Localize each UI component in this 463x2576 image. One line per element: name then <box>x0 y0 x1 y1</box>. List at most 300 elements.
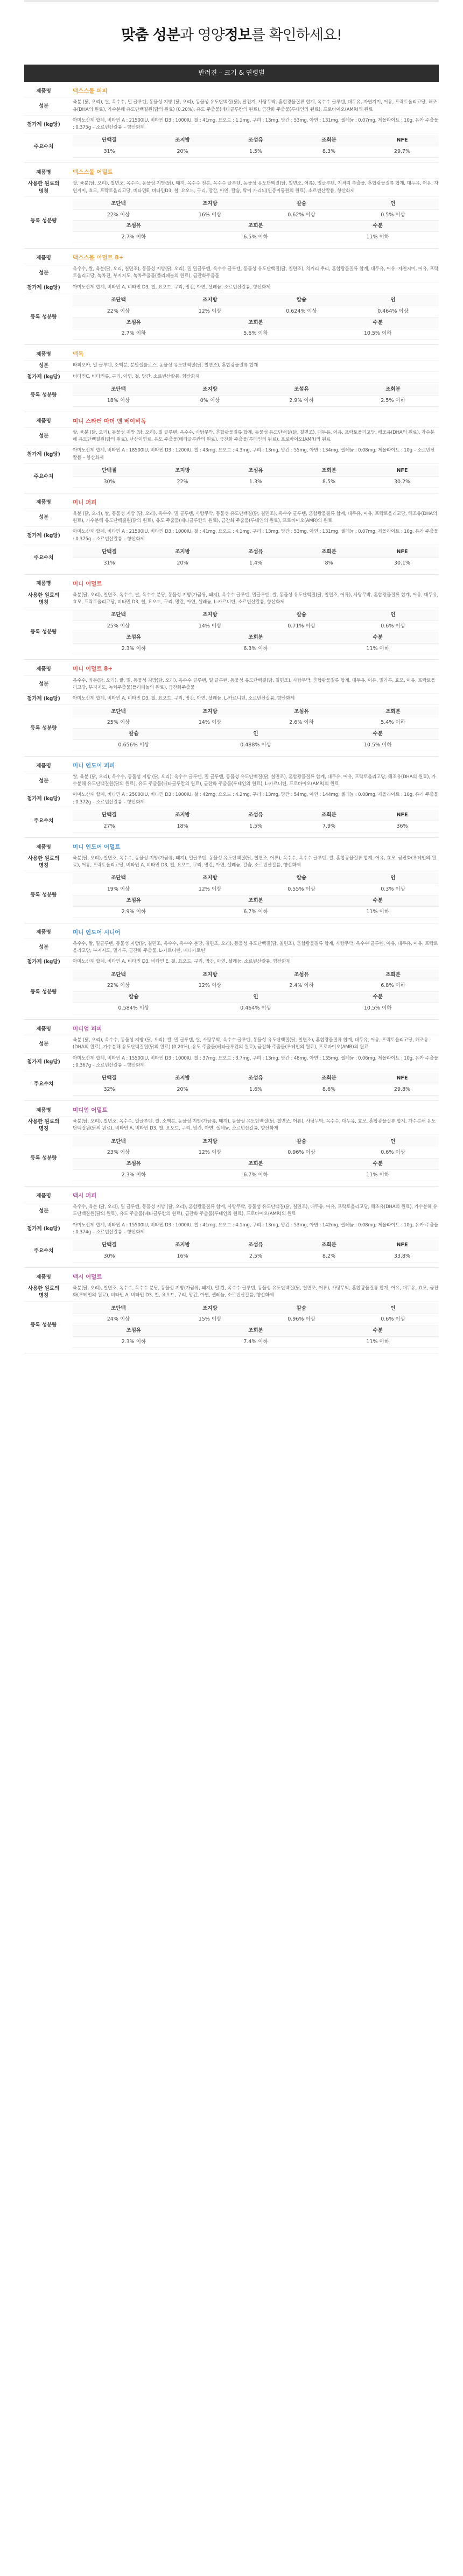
nutrition-value-cell: 2.4% 이하 <box>256 980 347 992</box>
nutrition-value-cell: 1.3% <box>219 476 292 488</box>
nutrition-value-cell: 20% <box>146 1084 219 1095</box>
nutrition-table <box>73 317 439 340</box>
row-content <box>63 704 439 753</box>
row-label: 사용한 원료의 명칭 <box>27 181 60 194</box>
nutrition-table <box>73 970 439 992</box>
nutrition-header-cell: 조섬유 <box>219 810 292 821</box>
nutrition-value-row <box>73 1003 439 1014</box>
nutrition-value-cell: 8% <box>292 557 366 569</box>
additive-row <box>24 957 439 968</box>
row-label: 등록 성분량 <box>30 392 57 399</box>
nutrition-header-cell: 조회분 <box>292 465 366 476</box>
nutrition-header-row <box>73 895 439 906</box>
nutrition-header-cell: 인 <box>195 992 317 1003</box>
product-name: 미디엄 어덜트 <box>73 1106 108 1113</box>
nutrition-value-cell: 6.5% 이하 <box>195 232 317 243</box>
row-content <box>63 590 439 608</box>
nutrition-header-cell: 조회분 <box>195 1325 317 1336</box>
nutrition-header-cell: 조섬유 <box>256 970 347 980</box>
nutrition-header-cell: 조지방 <box>164 707 256 717</box>
nutrition-value-cell: 14% 이상 <box>164 717 256 729</box>
product-name: 맥독 <box>73 351 84 358</box>
product-name: 미니 퍼피 <box>73 499 97 506</box>
nutrition-header-cell: 조지방 <box>146 547 219 557</box>
row-label: 성분 <box>38 681 49 688</box>
nutrition-header-cell: 조회분 <box>195 632 317 643</box>
nutrition-table <box>73 873 439 895</box>
nutrition-table <box>73 729 439 751</box>
nutrition-table <box>73 1159 439 1181</box>
product-card <box>24 923 439 1020</box>
product-table <box>24 1190 439 1264</box>
product-name-row <box>24 86 439 97</box>
additive-row <box>24 694 439 704</box>
nutrition-value-cell: 2.9% 이하 <box>256 395 347 406</box>
row-content <box>63 772 439 790</box>
row-content <box>63 416 439 428</box>
ingredient-text: 육분 (닭, 오리), 쌀, 동물성 지방 (닭, 오리), 옥수수, 밀 글루텐, 사탕무박, 동물성 유도단백질(닭, 칠면조), 옥수수 글루텐, 혼합광물질류 합계, 대두유, 어유, 프락토올리고당, 해조유(DHA의 원료), 가수분해 유도단백질원(닭의 원료), 유도 주출물(베타글루칸의 원료), 금잔화 주출물(루테인의 원료), 프로바이오(AMR)의 원료 <box>73 511 437 524</box>
nutrition-header-row <box>73 992 439 1003</box>
nutrition-header-cell: 조지방 <box>164 1303 256 1314</box>
nutrition-value-row <box>73 476 439 488</box>
product-card <box>24 163 439 249</box>
nutrition-header-cell: 칼슘 <box>256 1303 347 1314</box>
product-name-row <box>24 1190 439 1202</box>
nutrition-value-cell: 0.6% 이상 <box>347 621 439 632</box>
row-content <box>63 1134 439 1183</box>
nutrition-table <box>73 1073 439 1096</box>
product-name-row <box>24 252 439 264</box>
product-card <box>24 575 439 660</box>
product-card <box>24 1020 439 1101</box>
product-table <box>24 842 439 920</box>
nutrition-header-row <box>73 1240 439 1251</box>
nutrition-header-row <box>73 610 439 620</box>
nutrition-value-row <box>73 395 439 406</box>
page-title: 맞춤 성분 과 영양 정보 를 확인하세요! <box>121 27 342 44</box>
nutrition-value-cell: 31% <box>73 146 146 158</box>
nutrition-value-cell: 2.6% 이하 <box>256 717 347 729</box>
row-content <box>63 578 439 590</box>
nutrition-box <box>73 810 439 832</box>
row-label: 주요수치 <box>33 555 54 561</box>
nutrition-value-cell: 12% 이상 <box>164 1147 256 1159</box>
product-table <box>24 578 439 657</box>
row-content <box>63 664 439 675</box>
nutrition-value-cell: 1.5% <box>219 146 292 158</box>
row-label: 등록 성분량 <box>30 1155 57 1162</box>
nutrition-header-row <box>73 295 439 306</box>
nutrition-value-cell: 11% 이하 <box>317 643 439 654</box>
product-card <box>24 345 439 412</box>
row-label: 주요수치 <box>33 818 54 824</box>
nutrition-header-cell: 단백질 <box>73 547 146 557</box>
nutrition-value-cell: 2.3% 이하 <box>73 643 195 654</box>
nutrition-header-cell: 수분 <box>317 317 439 328</box>
nutrition-row <box>24 1301 439 1350</box>
nutrition-value-row <box>73 557 439 569</box>
nutrition-value-cell: 0.5% 이상 <box>347 209 439 221</box>
nutrition-header-cell: 조섬유 <box>219 135 292 146</box>
nutrition-header-row <box>73 221 439 231</box>
product-card <box>24 82 439 163</box>
ingredient-text: 육분(닭, 오리), 칠면조, 옥수수, 옥수수 분당, 동물성 지방(가금류, 돼지), 밀 쌀, 옥수수 글루텐, 동물성 유도단백질(닭, 칠면조, 어류), 사탕무박, 혼합광물질류 합계, 어유, 대두유, 효모, 금잔화(루테인의 원료), 비타민 A, 비타민 D3, 철, 요오드, 구리, 망간, 아연, 셀레늄, 소르빈산칼륨, 향산화제 <box>73 1285 439 1298</box>
nutrition-header-cell: 조단백 <box>73 970 164 980</box>
nutrition-value-cell: 22% 이상 <box>73 306 164 317</box>
row-content <box>63 1035 439 1053</box>
nutrition-header-cell: 조회분 <box>195 221 317 231</box>
nutrition-header-cell: 단백질 <box>73 810 146 821</box>
row-label: 성분 <box>38 270 49 276</box>
product-table <box>24 1024 439 1097</box>
ingredient-text: 육분(닭, 오리), 칠면조, 옥수수, 쌀, 옥수수 분당, 동물성 지방(가금류, 돼지), 옥수수 글루텐, 밀글루텐, 쌀, 동물성 유도단백질(닭, 칠면조, 어류), 사탕무박, 혼합광물질류 합계, 어유, 대두유, 효모, 프락토올리고당, 비타민 D3, 철, 요오드, 구리, 망간, 아연, 셀레늄, L-카르니틴, 소르빈산칼륨, 향산화제 <box>73 592 439 605</box>
nutrition-box <box>73 135 439 158</box>
nutrition-value-cell: 2.3% 이하 <box>73 1336 195 1347</box>
nutrition-value-cell: 0.656% 이상 <box>73 739 195 751</box>
row-content <box>63 968 439 1016</box>
nutrition-header-cell: 칼슘 <box>256 873 347 884</box>
row-label: 제품명 <box>36 499 51 506</box>
nutrition-header-cell: 조지방 <box>164 1137 256 1147</box>
row-content <box>63 1105 439 1117</box>
nutrition-value-row <box>73 1169 439 1181</box>
nutrition-header-cell: 조단백 <box>73 1303 164 1314</box>
nutrition-value-row <box>73 821 439 832</box>
row-label: 사용한 원료의 명칭 <box>27 592 60 606</box>
product-name: 맥스스몰 어덜트 8+ <box>73 254 124 261</box>
row-content <box>63 509 439 527</box>
nutrition-header-cell: 단백질 <box>73 1073 146 1084</box>
nutrition-table <box>73 1240 439 1262</box>
nutrition-header-cell: 수분 <box>317 895 439 906</box>
nutrition-header-cell: 조회분 <box>292 1073 366 1084</box>
nutrition-value-row <box>73 1147 439 1159</box>
row-label: 등록 성분량 <box>30 989 57 995</box>
nutrition-value-cell: 2.9% 이하 <box>73 906 195 918</box>
product-name: 미니 어덜트 <box>73 580 102 587</box>
nutrition-header-cell: 조회분 <box>292 135 366 146</box>
nutrition-table <box>73 632 439 655</box>
product-name-row <box>24 349 439 361</box>
ingredient-row <box>24 427 439 446</box>
nutrition-value-cell: 8.2% <box>292 1251 366 1262</box>
row-content <box>63 196 439 245</box>
row-content <box>63 675 439 694</box>
nutrition-header-cell: 조단백 <box>73 873 164 884</box>
product-table <box>24 664 439 752</box>
nutrition-value-cell: 0.464% 이상 <box>347 306 439 317</box>
nutrition-table <box>73 199 439 221</box>
row-label: 사용한 원료의 명칭 <box>27 855 60 869</box>
nutrition-value-row <box>73 306 439 317</box>
nutrition-row <box>24 608 439 657</box>
additive-text: 아미노산제 합계, 비타민 A : 18500IU, 비타민 D3 : 1200IU, 철 : 43mg, 요오드 : 4.3mg, 구리 : 13mg, 망간 : 55mg, 아연 : 134mg, 셀레늄 : 0.08mg, 제올라이트 : 10g – 소르빈산칼륨 – 향산화제 <box>73 448 435 461</box>
ingredient-text: 옥수수, 쌀, 밀글루텐, 동물성 지방(닭, 칠면조, 옥수수, 옥수수 분당, 칠면조, 오리), 동물성 유도단백질(닭, 칠면조), 혼합광물질류 합계, 사탕무박, 옥수수 글루텐, 어유, 대두유, 어유, 프락토올리고당, 부지지도, 밀가루, 금잔화 주출물, L-카르니틴, 베타카로틴 <box>73 941 438 954</box>
nutrition-value-cell: 10.5% 이하 <box>317 328 439 340</box>
row-label: 성분 <box>38 103 49 109</box>
row-label: 사용한 원료의 명칭 <box>27 1118 60 1132</box>
row-label: 성분 <box>38 514 49 521</box>
product-name: 미디엄 퍼피 <box>73 1025 102 1032</box>
product-name-row <box>24 497 439 509</box>
nutrition-value-row <box>73 1251 439 1262</box>
nutrition-value-cell: 30% <box>73 1251 146 1262</box>
row-label: 제품명 <box>36 1192 51 1199</box>
product-name: 미니 어덜트 8+ <box>73 666 113 673</box>
product-name-row <box>24 1024 439 1035</box>
nutrition-value-row <box>73 1084 439 1095</box>
nutrition-header-cell: NFE <box>366 810 439 821</box>
nutrition-value-cell: 0.96% 이상 <box>256 1314 347 1325</box>
nutrition-header-row <box>73 199 439 209</box>
row-content <box>63 382 439 408</box>
row-label: 성분 <box>38 363 49 369</box>
row-content <box>63 760 439 772</box>
nutrition-header-cell: 수분 <box>317 221 439 231</box>
row-content <box>63 1238 439 1264</box>
nutrition-header-cell: 인 <box>195 729 317 739</box>
nutrition-value-cell: 0.624% 이상 <box>256 306 347 317</box>
ingredient-row <box>24 179 439 197</box>
product-table <box>24 167 439 245</box>
nutrition-header-cell: 칼슘 <box>256 199 347 209</box>
row-label: 제품명 <box>36 844 51 850</box>
product-table <box>24 927 439 1016</box>
product-name-row <box>24 1105 439 1117</box>
product-name: 맥스스몰 어덜트 <box>73 169 113 175</box>
row-label: 제품명 <box>36 581 51 587</box>
nutrition-header-cell: 수분 <box>317 632 439 643</box>
product-name: 미니 인도어 어덜트 <box>73 843 121 850</box>
nutrition-header-cell: 수분 <box>317 729 439 739</box>
row-content <box>63 371 439 382</box>
row-content <box>63 1272 439 1283</box>
nutrition-value-cell: 31% <box>73 557 146 569</box>
nutrition-value-cell: 0.6% 이상 <box>347 1314 439 1325</box>
row-content <box>63 252 439 264</box>
row-label: 제품명 <box>36 1107 51 1113</box>
ingredient-row <box>24 1035 439 1053</box>
nutrition-header-cell: 단백질 <box>73 1240 146 1251</box>
nutrition-header-cell: 조지방 <box>164 610 256 620</box>
nutrition-value-cell: 0.464% 이상 <box>195 1003 317 1014</box>
additive-text: 아미노산제 합계, 비타민 A, 비타민 D3, 비타민 E, 철, 요오드, 구리, 망간, 아연, 셀레늄, 소르빈산칼륨, 향산화제 <box>73 959 291 965</box>
nutrition-value-cell: 22% 이상 <box>73 980 164 992</box>
row-label: 주요수치 <box>33 143 54 150</box>
nutrition-value-cell: 24% 이상 <box>73 1314 164 1325</box>
ingredient-text: 육분(닭, 오리), 칠면조, 옥수수, 동물성 지방(가금류, 돼지), 밀글루텐, 동물성 유도단백질(닭, 칠면조, 어류), 옥수수, 옥수수 글루텐, 쌀, 혼합광물질류 합계, 어유, 효모, 금잔화(루테인의 원료), 어유, 프락토올리고당, 비타민 A, 비타민 D3, 철, 요오드, 구리, 망간, 아연, 셀레늄, 칼슘, 소르빈산칼륨, 향산화제 <box>73 855 436 869</box>
row-label: 사용한 원료의 명칭 <box>27 1285 60 1299</box>
nutrition-box <box>73 547 439 569</box>
nutrition-header-cell: 칼슘 <box>256 1137 347 1147</box>
product-card <box>24 757 439 838</box>
nutrition-value-cell: 1.4% <box>219 557 292 569</box>
nutrition-row <box>24 968 439 1016</box>
nutrition-header-cell: 인 <box>347 295 439 306</box>
row-content <box>63 264 439 283</box>
additive-row <box>24 527 439 545</box>
ingredient-text: 옥수수, 육분(닭, 오리), 쌀, 밀, 동물성 지방(닭, 오리), 옥수수 글루텐, 밀 글루텐, 동물성 유도단백질(닭, 칠면조), 사탕무박, 혼합광물질류 합계, 대두유, 어유, 밀가루, 효모, 어유, 프락토올리고당, 부지지도, 녹차주출물(폴리페놀의 원료), 금잔화주출물 <box>73 677 436 690</box>
nutrition-value-cell: 2.7% 이하 <box>73 232 195 243</box>
ingredient-text: 타피오카, 밀 글루텐, 소맥분, 분말셀룰로스, 동물성 유도단백질(닭, 칠면조), 혼합광물질류 합계 <box>73 363 258 369</box>
row-label: 성분 <box>38 778 49 784</box>
row-label: 제품명 <box>36 929 51 936</box>
additive-text: 아미노산제 합계, 비타민 A : 15500IU, 비타민 D3 : 1000IU, 철 : 37mg, 요오드 : 3.7mg, 구리 : 13mg, 망간 : 48mg, 아연 : 135mg, 셀레늄 : 0.06mg, 제올라이트 : 10g, 유카 주출물 : 0.367g – 소르빈산칼륨 – 향산화제 <box>73 1055 439 1068</box>
category-tab[interactable] <box>24 65 439 82</box>
nutrition-value-cell: 18% <box>146 821 219 832</box>
row-label: 제품명 <box>36 763 51 769</box>
additive-text: 아미노산제 합계, 비타민 A, 비타민 D3, 철, 요오드, 구리, 망간, 아연, 셀레늄, 소르빈산칼륨, 향산화제 <box>73 284 271 290</box>
row-label: 제품명 <box>36 88 51 94</box>
nutrition-value-cell: 10.5% 이하 <box>317 739 439 751</box>
product-list <box>24 82 439 1353</box>
nutrition-table <box>73 135 439 158</box>
nutrition-box <box>73 199 439 243</box>
nutrition-value-cell: 0% 이상 <box>164 395 256 406</box>
product-name: 맥시 어덜트 <box>73 1273 102 1280</box>
nutrition-header-cell: 조회분 <box>347 384 439 395</box>
row-label: 첨가제 (kg당) <box>27 284 60 291</box>
nutrition-value-cell: 8.6% <box>292 1084 366 1095</box>
nutrition-table <box>73 384 439 407</box>
ingredient-row <box>24 1283 439 1301</box>
nutrition-value-cell: 0.584% 이상 <box>73 1003 195 1014</box>
nutrition-table <box>73 465 439 488</box>
row-label: 제품명 <box>36 169 51 175</box>
nutrition-row <box>24 1238 439 1264</box>
ingredient-row <box>24 1202 439 1220</box>
category-tab-label: 반려견 – 크기 & 연령별 <box>198 69 265 77</box>
row-content <box>63 957 439 968</box>
row-content <box>63 86 439 97</box>
nutrition-box <box>73 384 439 407</box>
nutrition-value-cell: 29.8% <box>366 1084 439 1095</box>
nutrition-value-cell: 2.3% 이하 <box>73 1169 195 1181</box>
nutrition-value-cell: 11% 이하 <box>317 232 439 243</box>
nutrition-header-cell: 단백질 <box>73 135 146 146</box>
nutrition-header-row <box>73 384 439 395</box>
nutrition-value-cell: 1.5% <box>219 821 292 832</box>
row-content <box>63 282 439 293</box>
nutrition-value-cell: 8.3% <box>292 146 366 158</box>
nutrition-header-cell: NFE <box>366 547 439 557</box>
row-content <box>63 1220 439 1238</box>
row-content <box>63 293 439 342</box>
ingredient-row <box>24 509 439 527</box>
nutrition-value-cell: 20% <box>146 146 219 158</box>
ingredient-text: 쌀, 육분 (닭, 오리), 옥수수, 동물성 지방 (닭, 오리), 옥수수 글루텐, 밀 글루텐, 동물성 유도단백질(닭, 칠면조), 혼합광물질류 합계, 대두유, 어유, 프락토올리고당, 해조유(DHA의 원료), 가수분해 유도단백질원(닭의 원료), 유도 주출물(베타글루칸의 원료), 금잔화 주출물(루테인의 원료), L-카르니틴, 프로바이오(AMR)의 원료 <box>73 774 436 787</box>
row-label: 등록 성분량 <box>30 725 57 732</box>
nutrition-header-row <box>73 707 439 717</box>
nutrition-value-cell: 5.4% 이하 <box>347 717 439 729</box>
nutrition-header-cell: NFE <box>366 1240 439 1251</box>
nutrition-value-cell: 0.488% 이상 <box>195 739 317 751</box>
nutrition-header-cell: 단백질 <box>73 465 146 476</box>
nutrition-value-row <box>73 906 439 918</box>
nutrition-header-cell: 조섬유 <box>73 895 195 906</box>
ingredient-row <box>24 361 439 371</box>
nutrition-header-cell: 인 <box>347 199 439 209</box>
nutrition-value-cell: 23% 이상 <box>73 1147 164 1159</box>
row-content <box>63 133 439 159</box>
nutrition-table <box>73 895 439 918</box>
nutrition-header-row <box>73 1073 439 1084</box>
product-name-row <box>24 578 439 590</box>
nutrition-header-row <box>73 1325 439 1336</box>
ingredient-text: 쌀, 육분(닭, 오리), 칠면조, 옥수수, 동물성 지방(닭), 돼지, 옥수수 전분, 옥수수 글루텐, 동물성 유도단백질(닭, 칠면조, 어류), 밀글루텐, 지적지 추출물, 혼합광물질류 합계, 대두유, 어유, 자연지미, 효모, 프락토올리고당, 비타민E, 비타민D3, 철, 요오드, 구리, 망간, 아연, 칼슘, 탁이 가리되(인증이통원의 원료), 소르빈산칼륨, 향산화제 <box>73 181 439 194</box>
nutrition-table <box>73 547 439 569</box>
row-label: 첨가제 (kg당) <box>27 533 60 539</box>
nutrition-header-row <box>73 1303 439 1314</box>
row-content <box>63 115 439 133</box>
product-name: 맥스스몰 퍼피 <box>73 88 108 94</box>
nutrition-header-row <box>73 465 439 476</box>
nutrition-header-cell: 조회분 <box>195 317 317 328</box>
row-content <box>63 1116 439 1134</box>
nutrition-header-cell: 조섬유 <box>219 1240 292 1251</box>
nutrition-header-row <box>73 970 439 980</box>
nutrition-value-cell: 11% 이하 <box>317 906 439 918</box>
nutrition-row <box>24 1134 439 1183</box>
nutrition-value-cell: 0.96% 이상 <box>256 1147 347 1159</box>
nutrition-value-cell: 36% <box>366 821 439 832</box>
row-content <box>63 1283 439 1301</box>
nutrition-header-row <box>73 547 439 557</box>
nutrition-value-cell: 32% <box>73 1084 146 1095</box>
additive-row <box>24 790 439 808</box>
nutrition-header-cell: 조섬유 <box>73 1159 195 1169</box>
nutrition-header-cell: 조섬유 <box>256 707 347 717</box>
nutrition-header-cell: 칼슘 <box>256 295 347 306</box>
nutrition-value-cell: 6.7% 이하 <box>195 1169 317 1181</box>
additive-row <box>24 1053 439 1071</box>
nutrition-row <box>24 382 439 408</box>
product-table <box>24 252 439 341</box>
nutrition-header-row <box>73 810 439 821</box>
nutrition-value-cell: 11% 이하 <box>317 1169 439 1181</box>
nutrition-table <box>73 992 439 1014</box>
row-label: 주요수치 <box>33 1081 54 1088</box>
nutrition-value-row <box>73 884 439 895</box>
ingredient-row <box>24 938 439 957</box>
nutrition-value-row <box>73 1314 439 1325</box>
nutrition-value-cell: 8.5% <box>292 476 366 488</box>
row-content <box>63 1024 439 1035</box>
ingredient-text: 옥수수, 육분 (닭, 오리), 밀 글루텐, 동물성 지방 (닭, 오리), 혼합광물질류 합계, 사탕무박, 동물성 유도단백질(닭, 칠면조), 대두유, 어유, 프락토올리고당, 해조유(DHA의 원료), 가수분해 유도단백질원(닭의 원료), 유도 주출물(베타글루칸의 원료), 금잔화 주출물(루테인의 원료), 프로바이오(AMR)의 원료 <box>73 1204 438 1217</box>
product-card <box>24 1268 439 1353</box>
row-content <box>63 853 439 871</box>
ingredient-row <box>24 590 439 608</box>
nutrition-box <box>73 707 439 751</box>
ingredient-text: 옥수수, 쌀, 육분(닭, 오리, 칠면조), 동물성 지방(닭, 오리), 밀 밀글루텐, 옥수수 글루텐, 동물성 유도단백질(닭, 칠면조), 치커리 뿌리, 혼합광물질류 합계, 대두유, 어유, 자연지미, 어유, 프락토올리고당, 녹차진, 부지지도, 녹차주출물(폴리페놀의 원료), 금잔화주출물 <box>73 266 439 279</box>
row-label: 제품명 <box>36 351 51 358</box>
product-card <box>24 1187 439 1268</box>
nutrition-header-row <box>73 873 439 884</box>
row-label: 주요수치 <box>33 474 54 480</box>
nutrition-value-cell: 1.6% <box>219 1084 292 1095</box>
nutrition-header-cell: 조지방 <box>146 465 219 476</box>
row-content <box>63 1202 439 1220</box>
nutrition-value-cell: 6.8% 이하 <box>347 980 439 992</box>
nutrition-value-cell: 5.6% 이하 <box>195 328 317 340</box>
nutrition-header-cell: 인 <box>347 873 439 884</box>
nutrition-header-cell: 수분 <box>317 992 439 1003</box>
nutrition-value-cell: 22% 이상 <box>73 209 164 221</box>
additive-text: 비타민C, 비타민류, 구리, 아연, 철, 망간, 소르빈산칼륨, 향산화제 <box>73 373 200 379</box>
nutrition-value-cell: 19% 이상 <box>73 884 164 895</box>
nutrition-header-cell: 조단백 <box>73 707 164 717</box>
row-label: 제품명 <box>36 255 51 261</box>
